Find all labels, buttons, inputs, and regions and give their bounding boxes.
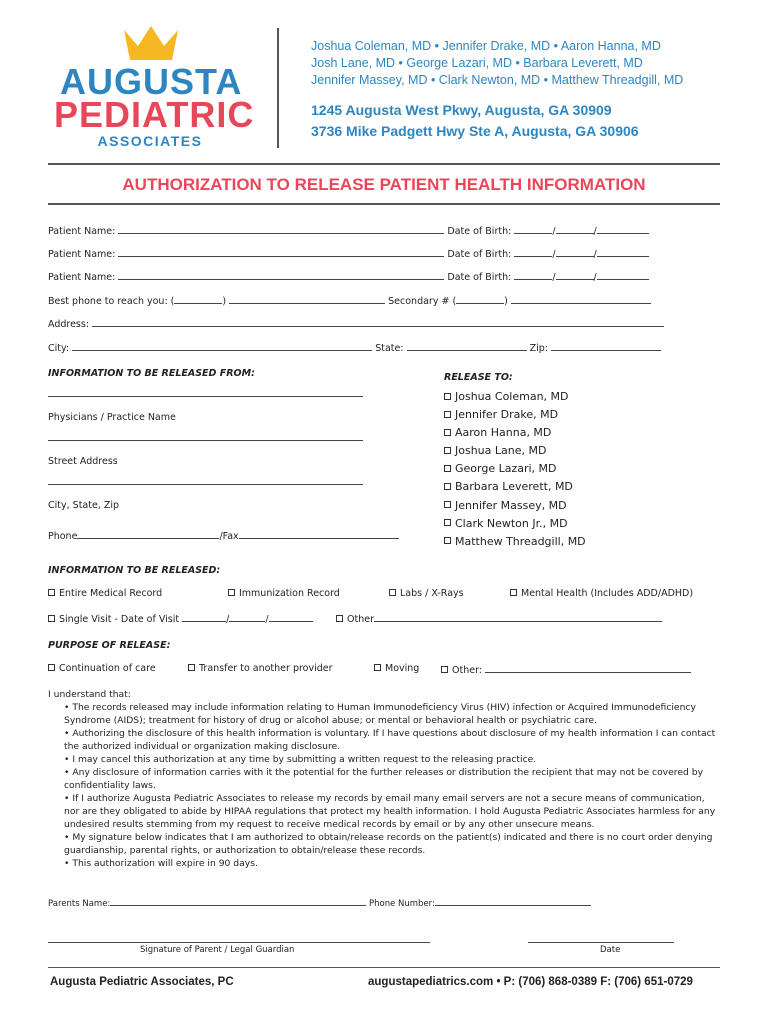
legal-bullet: • This authorization will expire in 90 days. (64, 857, 720, 870)
option-label: Single Visit - Date of Visit (59, 614, 180, 625)
legal-bullet: • Authorizing the disclosure of this health information is voluntary. If I have questions about disclosure of my health information I can contact the authorized individual or organization making disclosure. (64, 727, 720, 753)
release-to-option[interactable] (444, 460, 586, 478)
address-label: Address: (48, 319, 90, 330)
office-addresses (311, 100, 639, 142)
top-rule (48, 163, 720, 165)
phone-fax-row (48, 529, 399, 542)
other-purpose-field[interactable] (485, 663, 691, 673)
immunization-option[interactable] (228, 588, 340, 599)
checkbox[interactable] (48, 589, 55, 596)
parents-name-field[interactable] (110, 896, 366, 906)
state-field[interactable] (407, 341, 527, 351)
legal-bullet: • My signature below indicates that I am authorized to obtain/release records on the patient(s) indicated and there is no court order denying guardianship, parental rights, or authorization to obtain/release these records. (64, 831, 720, 857)
entire-record-option[interactable] (48, 588, 162, 599)
doctor-list (311, 38, 683, 89)
visit-month-field[interactable] (182, 612, 226, 622)
patient-name-label: Patient Name: (48, 272, 116, 283)
practice-phone-field[interactable] (77, 529, 219, 539)
transfer-option[interactable] (188, 663, 333, 674)
purpose-heading: PURPOSE OF RELEASE: (48, 640, 171, 651)
option-label: Transfer to another provider (199, 663, 333, 674)
checkbox[interactable] (444, 429, 451, 436)
option-label: Other (347, 614, 374, 625)
dob-year-field[interactable] (597, 247, 649, 257)
logo-associates: ASSOCIATES (97, 133, 203, 149)
dob-label: Date of Birth: (447, 249, 512, 260)
continuation-option[interactable] (48, 663, 156, 674)
dob-day-field[interactable] (556, 270, 594, 280)
option-label: Joshua Coleman, MD (455, 390, 569, 403)
phone-number-label: Phone Number: (368, 899, 435, 909)
city-state-zip-field[interactable] (48, 484, 363, 485)
patient-name-field[interactable] (118, 224, 444, 234)
other-info-field[interactable] (374, 612, 662, 622)
checkbox[interactable] (374, 664, 381, 671)
checkbox[interactable] (444, 519, 451, 526)
option-label: Labs / X-Rays (400, 588, 464, 599)
city-row (48, 341, 661, 354)
city-state-zip-label: City, State, Zip (48, 500, 120, 511)
checkbox[interactable] (336, 615, 343, 622)
other-info-option[interactable] (336, 612, 662, 625)
dob-label: Date of Birth: (447, 226, 512, 237)
patient-row-1: Patient Name: Date of Birth: / / (48, 224, 649, 237)
dob-month-field[interactable] (514, 224, 552, 234)
option-label: Aaron Hanna, MD (455, 426, 552, 440)
release-from-heading: INFORMATION TO BE RELEASED FROM: (48, 368, 255, 379)
physicians-label: Physicians / Practice Name (48, 412, 176, 423)
signature-label: Signature of Parent / Legal Guardian (140, 945, 295, 955)
logo-augusta: AUGUSTA (60, 61, 243, 102)
secondary-area-field[interactable] (456, 294, 504, 304)
option-label: George Lazari, MD (455, 462, 557, 476)
option-label: Barbara Leverett, MD (455, 480, 573, 494)
info-released-heading: INFORMATION TO BE RELEASED: (48, 565, 221, 576)
address-field[interactable] (92, 317, 664, 327)
option-label: Jennifer Massey, MD (455, 498, 567, 512)
secondary-field[interactable] (511, 294, 651, 304)
release-to-heading: RELEASE TO: (444, 372, 513, 383)
dob-year-field[interactable] (597, 224, 649, 234)
release-to-option[interactable] (444, 497, 586, 515)
checkbox[interactable] (188, 664, 195, 671)
footer-rule (48, 967, 720, 968)
footer-contact: augustapediatrics.com • P: (706) 868-0389 F: (706) 651-0729 (368, 976, 693, 988)
fax-label: /Fax (219, 531, 239, 542)
parent-phone-field[interactable] (435, 896, 591, 906)
zip-field[interactable] (551, 341, 661, 351)
dob-month-field[interactable] (514, 270, 552, 280)
legal-bullet: • If I authorize Augusta Pediatric Associates to release my records by email many email servers are not a secure means of communication, nor are they obligated to abide by HIPAA regulations that protect my health information. I hold Augusta Pediatric Associates harmless for any undesired results stemming from my request to receive medical records by email or by any other unsecure means. (64, 792, 720, 831)
visit-day-field[interactable] (229, 612, 265, 622)
street-field[interactable] (48, 440, 363, 441)
release-to-option[interactable] (444, 442, 586, 460)
option-label: Joshua Lane, MD (455, 444, 547, 458)
doctor-line: Josh Lane, MD • George Lazari, MD • Barbara Leverett, MD (311, 56, 643, 70)
mental-health-option[interactable] (510, 588, 693, 599)
moving-option[interactable] (374, 663, 419, 674)
legal-bullet: • Any disclosure of information carries with it the potential for the further releases or distribution the recipient that may not be covered by confidentiality laws. (64, 766, 720, 792)
phone-row: Best phone to reach you: ( ) Secondary # ( ) (48, 294, 651, 307)
option-label: Entire Medical Record (59, 588, 163, 599)
checkbox[interactable] (444, 411, 451, 418)
patient-name-label: Patient Name: (48, 249, 116, 260)
dob-month-field[interactable] (514, 247, 552, 257)
dob-day-field[interactable] (556, 224, 594, 234)
option-label: Immunization Record (239, 588, 340, 599)
phone-label: Best phone to reach you: ( (48, 296, 175, 307)
dob-label: Date of Birth: (447, 272, 512, 283)
legal-bullet: • The records released may include information relating to Human Immunodeficiency Virus (HIV) infection or Acquired Immunodeficiency Syndrome (AIDS); treatment for history of drug or alcohol abuse; or mental or behavioral health or psychiatric care. (64, 701, 720, 727)
checkbox[interactable] (444, 465, 451, 472)
phone-label: Phone (48, 531, 78, 542)
doctor-line: Joshua Coleman, MD • Jennifer Drake, MD • Aaron Hanna, MD (311, 39, 661, 53)
city-field[interactable] (72, 341, 372, 351)
state-label: State: (375, 343, 404, 354)
header-divider (277, 28, 279, 148)
checkbox[interactable] (444, 483, 451, 490)
release-to-option[interactable] (444, 388, 586, 406)
patient-row-2: Patient Name: Date of Birth: / / (48, 247, 649, 260)
checkbox[interactable] (48, 664, 55, 671)
checkbox[interactable] (510, 589, 517, 596)
checkbox[interactable] (444, 537, 451, 544)
labs-option[interactable] (389, 588, 464, 599)
checkbox[interactable] (444, 501, 451, 508)
logo-pediatric: PEDIATRIC (54, 94, 255, 135)
checkbox[interactable] (444, 393, 451, 400)
checkbox[interactable] (48, 615, 55, 622)
option-label: Matthew Threadgill, MD (455, 534, 586, 548)
legal-bullet: • I may cancel this authorization at any time by submitting a written request to the releasing practice. (64, 753, 720, 766)
release-to-option[interactable] (444, 515, 586, 533)
other-purpose-option[interactable] (441, 663, 691, 676)
phone-field[interactable] (229, 294, 385, 304)
release-to-list (444, 388, 586, 551)
release-to-option[interactable] (444, 533, 586, 551)
release-to-option[interactable] (444, 424, 586, 442)
phone-area-field[interactable] (174, 294, 222, 304)
address-row (48, 317, 664, 330)
city-label: City: (48, 343, 70, 354)
patient-name-label: Patient Name: (48, 226, 116, 237)
signature-field[interactable] (48, 942, 430, 943)
single-visit-option[interactable]: Single Visit - Date of Visit / / (48, 612, 313, 625)
legal-intro: I understand that: (48, 689, 131, 700)
title-rule (48, 203, 720, 205)
release-to-option[interactable] (444, 478, 586, 496)
option-label: Moving (385, 663, 420, 674)
physicians-field[interactable] (48, 396, 363, 397)
footer-company: Augusta Pediatric Associates, PC (50, 976, 234, 988)
secondary-label: Secondary # ( (388, 296, 457, 307)
release-to-option[interactable] (444, 406, 586, 424)
option-label: Other: (452, 665, 483, 676)
parents-name-label: Parents Name: (48, 899, 111, 909)
checkbox[interactable] (441, 666, 448, 673)
option-label: Jennifer Drake, MD (455, 408, 559, 422)
zip-label: Zip: (529, 343, 549, 354)
dob-year-field[interactable] (597, 270, 649, 280)
parents-name-row (48, 896, 591, 909)
doctor-line: Jennifer Massey, MD • Clark Newton, MD • Matthew Threadgill, MD (311, 73, 684, 87)
form-title: AUTHORIZATION TO RELEASE PATIENT HEALTH INFORMATION (122, 175, 646, 194)
dob-day-field[interactable] (556, 247, 594, 257)
option-label: Mental Health (Includes ADD/ADHD) (521, 588, 694, 599)
street-label: Street Address (48, 456, 118, 467)
patient-name-field[interactable] (118, 247, 444, 257)
date-field[interactable] (528, 942, 674, 943)
checkbox[interactable] (444, 447, 451, 454)
legal-list (48, 701, 720, 870)
crown-icon (120, 24, 182, 64)
checkbox[interactable] (228, 589, 235, 596)
patient-row-3: Patient Name: Date of Birth: / / (48, 270, 649, 283)
patient-name-field[interactable] (118, 270, 444, 280)
address-line: 3736 Mike Padgett Hwy Ste A, Augusta, GA 30906 (311, 123, 639, 139)
address-line: 1245 Augusta West Pkwy, Augusta, GA 30909 (311, 102, 612, 118)
date-label: Date (600, 945, 621, 955)
checkbox[interactable] (389, 589, 396, 596)
option-label: Clark Newton Jr., MD (455, 516, 568, 530)
visit-year-field[interactable] (269, 612, 313, 622)
legal-text (48, 688, 720, 870)
option-label: Continuation of care (59, 663, 156, 674)
practice-fax-field[interactable] (239, 529, 399, 539)
